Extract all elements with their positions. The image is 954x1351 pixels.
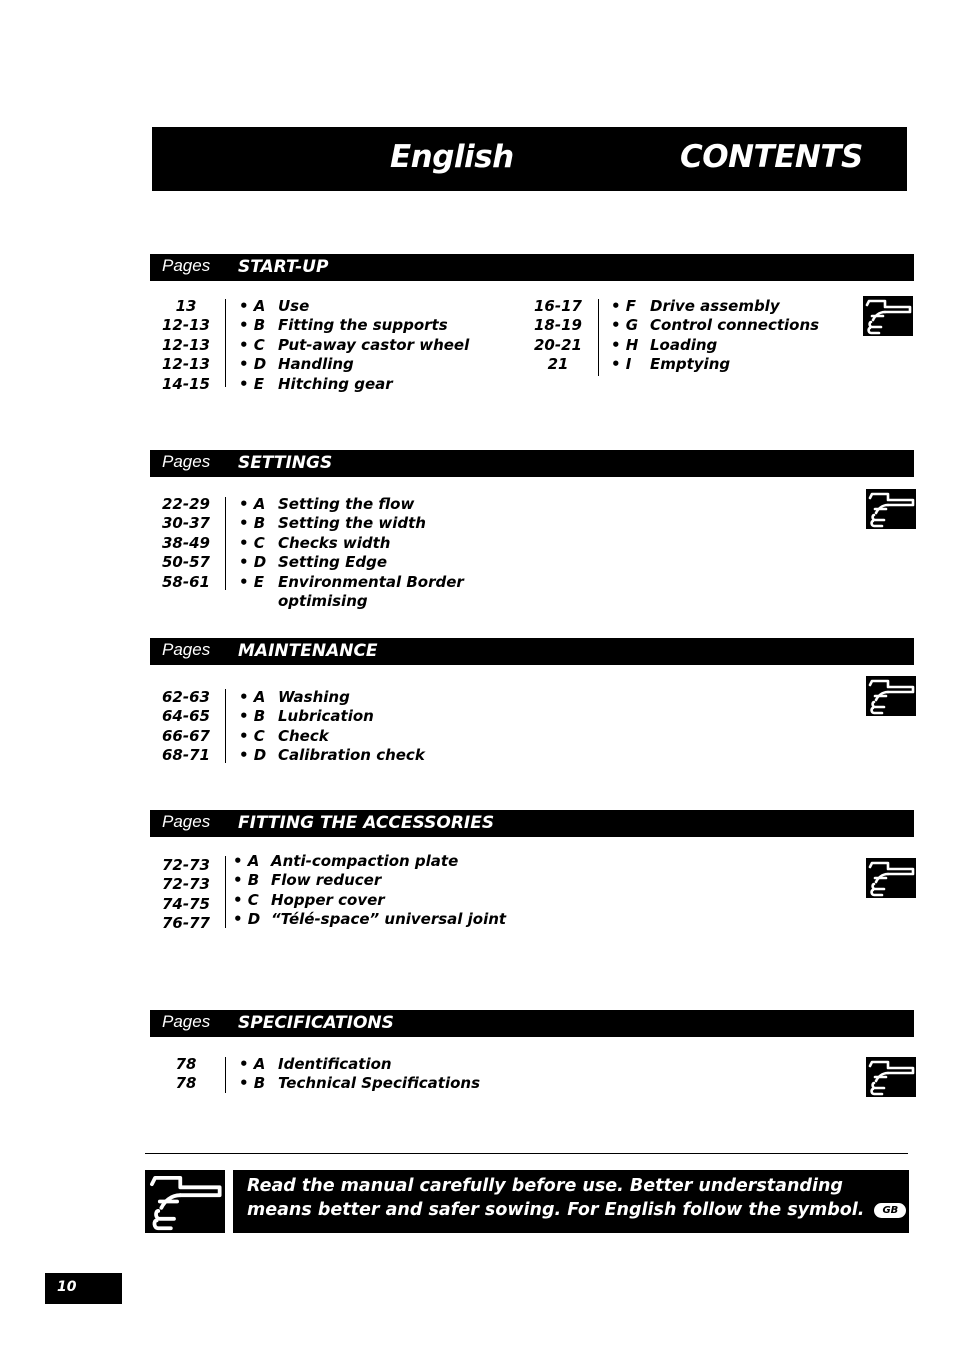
notice-line-1: Read the manual carefully before use. Better understanding [247, 1176, 843, 1196]
section-title-maintenance: MAINTENANCE [238, 641, 378, 661]
item-letter: • C [233, 890, 259, 909]
item-letter: • E [239, 374, 265, 393]
item-title: Use [278, 297, 310, 315]
pages-label: Pages [162, 1012, 211, 1031]
startup-right-items [650, 297, 819, 375]
page-ref: 16-17 [534, 297, 582, 315]
specifications-pages [156, 1055, 216, 1094]
page-ref: 30-37 [162, 514, 210, 533]
page-ref: 18-19 [534, 316, 582, 335]
accessories-pages [156, 856, 216, 934]
gb-badge: GB [874, 1203, 906, 1218]
page-number-tab [45, 1273, 122, 1304]
pointing-hand-icon [145, 1170, 225, 1233]
page-ref: 21 [547, 355, 569, 374]
item-title: Environmental Border [278, 572, 464, 591]
divider-line [225, 856, 226, 928]
page-ref: 78 [175, 1074, 197, 1093]
item-title: Lubrication [278, 707, 374, 726]
item-title: Calibration check [278, 746, 425, 765]
item-letter: • A [239, 1055, 266, 1073]
item-title: Put-away castor wheel [278, 335, 470, 354]
item-letter: • A [239, 688, 266, 706]
item-letter: • B [233, 871, 260, 890]
pointing-hand-icon [866, 858, 916, 898]
item-letter: • C [239, 335, 265, 354]
page-ref: 74-75 [162, 894, 210, 913]
pointing-hand-icon [863, 296, 913, 336]
item-title: Drive assembly [650, 297, 780, 315]
item-letter: • D [239, 553, 267, 572]
item-letter: • G [611, 316, 639, 335]
page-ref: 22-29 [162, 495, 210, 513]
item-title: Check [278, 726, 329, 745]
item-letter: • F [611, 297, 637, 315]
notice-line-2 [247, 1200, 906, 1220]
page-ref: 64-65 [162, 707, 210, 726]
divider-line [225, 689, 226, 763]
page-ref: 62-63 [162, 688, 210, 706]
reading-notice [233, 1170, 909, 1233]
divider-line [225, 299, 226, 387]
page-ref: 14-15 [162, 374, 210, 393]
language-label: English [390, 139, 514, 175]
page-ref: 66-67 [162, 726, 210, 745]
divider-line [225, 497, 226, 590]
divider-line [598, 299, 599, 376]
page-ref: 38-49 [162, 533, 210, 552]
section-header-maintenance [150, 638, 914, 665]
pointing-hand-icon [866, 1057, 916, 1097]
page-ref: 76-77 [162, 914, 210, 933]
startup-left-letters [239, 297, 279, 394]
item-letter: • A [233, 852, 260, 870]
item-letter: • E [239, 572, 265, 591]
item-letter: • A [239, 297, 266, 315]
maintenance-pages [156, 688, 216, 766]
page-ref: 12-13 [162, 335, 210, 354]
settings-pages [156, 495, 216, 611]
settings-letters [239, 495, 279, 611]
specifications-items [278, 1055, 480, 1094]
section-header-specifications [150, 1010, 914, 1037]
item-title: Checks width [278, 533, 391, 552]
item-letter: • I [611, 355, 632, 374]
page-ref: 78 [175, 1055, 197, 1073]
page-ref: 12-13 [162, 316, 210, 335]
section-title-settings: SETTINGS [238, 453, 333, 473]
page-ref: 12-13 [162, 355, 210, 374]
section-title-accessories: FITTING THE ACCESSORIES [238, 813, 495, 833]
maintenance-items [278, 688, 425, 766]
item-title: Setting the flow [278, 495, 415, 513]
item-letter: • D [233, 910, 261, 929]
section-header-accessories [150, 810, 914, 837]
item-title: Setting Edge [278, 553, 387, 572]
accessories-items [271, 852, 506, 930]
page-ref: 13 [175, 297, 197, 315]
pages-label: Pages [162, 256, 211, 275]
item-title: Washing [278, 688, 350, 706]
section-title-startup: START-UP [238, 257, 329, 277]
item-title: Flow reducer [271, 871, 382, 890]
section-header-settings [150, 450, 914, 477]
item-letter: • C [239, 726, 265, 745]
item-title: Identification [278, 1055, 392, 1073]
page-number: 10 [57, 1279, 77, 1295]
page-ref: 50-57 [162, 553, 210, 572]
item-title: Emptying [650, 355, 731, 374]
title-bar [152, 127, 907, 191]
item-title: Handling [278, 355, 354, 374]
accessories-letters [233, 852, 273, 930]
item-letter: • B [239, 316, 266, 335]
item-title: Anti-compaction plate [271, 852, 459, 870]
startup-left-items [278, 297, 469, 394]
item-title: Hopper cover [271, 890, 385, 909]
item-letter: • D [239, 355, 267, 374]
footer-divider [145, 1153, 908, 1154]
item-letter: • H [611, 335, 639, 354]
pages-label: Pages [162, 812, 211, 831]
item-letter: • B [239, 1074, 266, 1093]
startup-right-letters [611, 297, 651, 375]
item-title: Hitching gear [278, 374, 393, 393]
startup-right-pages [528, 297, 588, 375]
item-title: “Télé-space” universal joint [271, 910, 507, 929]
item-title: Technical Specifications [278, 1074, 481, 1093]
item-title: Control connections [650, 316, 820, 335]
section-title-specifications: SPECIFICATIONS [238, 1013, 394, 1033]
page-ref: 68-71 [162, 746, 210, 765]
page-ref: 72-73 [162, 875, 210, 894]
pages-label: Pages [162, 640, 211, 659]
item-title: Fitting the supports [278, 316, 448, 335]
page-ref: 58-61 [162, 572, 210, 591]
page-ref [156, 592, 216, 611]
item-letter: • B [239, 707, 266, 726]
pointing-hand-icon [866, 489, 916, 529]
pages-label: Pages [162, 452, 211, 471]
item-title: Loading [650, 335, 718, 354]
notice-line-2-text: means better and safer sowing. For English follow the symbol. [247, 1200, 865, 1220]
item-letter: • D [239, 746, 267, 765]
divider-line [225, 1057, 226, 1093]
item-title: Setting the width [278, 514, 426, 533]
specifications-letters [239, 1055, 279, 1094]
page-ref: 20-21 [534, 335, 582, 354]
section-header-startup [150, 254, 914, 281]
item-letter [239, 592, 279, 611]
item-letter: • A [239, 495, 266, 513]
pointing-hand-icon [866, 676, 916, 716]
item-letter: • B [239, 514, 266, 533]
maintenance-letters [239, 688, 279, 766]
page-ref: 72-73 [162, 856, 210, 874]
page-title: CONTENTS [680, 139, 863, 175]
startup-left-pages [156, 297, 216, 394]
settings-items [278, 495, 464, 611]
item-title: optimising [278, 591, 368, 610]
item-letter: • C [239, 533, 265, 552]
